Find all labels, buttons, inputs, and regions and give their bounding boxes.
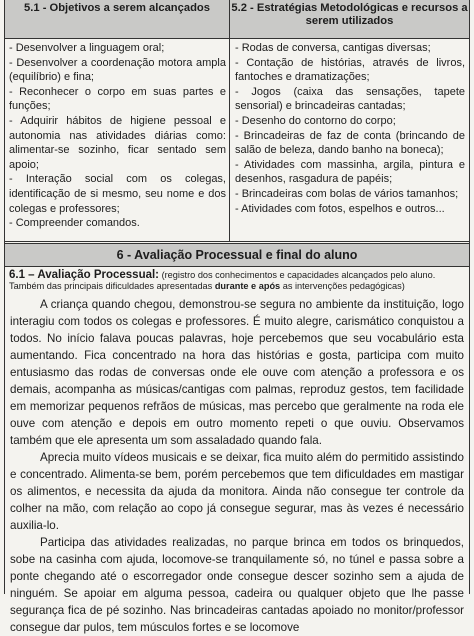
strategies-column-header: 5.2 - Estratégias Metodológicas e recursos a serem utilizados <box>230 0 469 38</box>
objective-item: - Adquirir hábitos de higiene pessoal e autonomia nas atividades diárias como: alimentar-se sozinho, ficar sentado sem apoio; <box>9 114 226 171</box>
objectives-list <box>5 39 230 241</box>
strategy-item: - Brincadeiras de faz de conta (brincando de salão de beleza, dando banho na boneca); <box>235 129 465 157</box>
objective-item: - Reconhecer o corpo em suas partes e funções; <box>9 85 226 113</box>
objectives-table-body <box>5 39 469 242</box>
strategy-item: - Atividades com massinha, argila, pintura e desenhos, rasgadura de papéis; <box>235 158 465 186</box>
objective-item: - Desenvolver a linguagem oral; <box>9 42 165 54</box>
objective-item: - Desenvolver a coordenação motora ampla (equilíbrio) e fina; <box>9 56 226 84</box>
strategy-item: - Contação de histórias, através de livros, fantoches e dramatizações; <box>235 56 465 84</box>
strategy-item: - Brincadeiras com bolas de vários tamanhos; <box>235 187 459 200</box>
strategy-item: - Desenho do contorno do corpo; <box>235 114 396 127</box>
section-6-1-label: 6.1 – Avaliação Processual: <box>9 269 160 281</box>
objectives-column-header: 5.1 - Objetivos a serem alcançados <box>5 0 230 38</box>
section-6-1-heading <box>5 267 469 292</box>
evaluation-paragraph: Aprecia muito vídeos musicais e se deixar, fica muito além do permitido assistindo e concentrado. Alimenta-se bem, porém percebemos que tem dificuldades em mastigar os alimentos, e necessita da ajuda da monitora. Ainda não consegue ter controle da colher na mão, com relação ao copo já consegue segurar, mas às vezes é necessário auxilia-lo. <box>10 451 464 532</box>
objectives-table-header <box>5 0 469 39</box>
objective-item: - Interação social com os colegas, identificação de si mesmo, seu nome e dos colegas e professores; <box>9 173 226 215</box>
strategy-item: - Rodas de conversa, cantigas diversas; <box>235 42 431 54</box>
section-6-1-note: (registro dos conhecimentos e capacidades alcançados pelo aluno. Também das principais dificuldades apresentadas <box>9 270 436 291</box>
evaluation-paragraph: A criança quando chegou, demonstrou-se segura no ambiente da instituição, logo interagiu com todos os colegas e professores. É muito alegre, carismático conquistou a todos. No início falava poucas palavras, hoje percebemos que seu vocabulário esta aumentando. Fica concentrado na hora das histórias e gosta, participa com muito entusiasmo das rodas de conversas onde ele ouve com atenção a professora e os demais, acompanha as músicas/cantigas com palmas, reproduz gestos, tem facilidade em memorizar pequenos refrãos de músicas, mas percebo que geralmente na roda ele ouve com atenção e depois em outro momento repeti o que ouviu. Observamos também que ele apresenta um som assaladado quando fala. <box>10 298 464 447</box>
evaluation-text <box>5 292 469 636</box>
strategies-list <box>230 39 469 241</box>
section-6-1-note-bold: durante e após <box>214 281 281 291</box>
objective-item: - Compreender comandos. <box>9 217 140 230</box>
strategy-item: - Jogos (caixa das sensações, tapete sensorial) e brincadeiras cantadas; <box>235 85 465 113</box>
section-6-1-note-end: as intervenções pedagógicas) <box>280 281 405 291</box>
strategy-item: - Atividades com fotos, espelhos e outros... <box>235 202 445 215</box>
section-6-title: 6 - Avaliação Processual e final do aluno <box>5 243 469 267</box>
document-page <box>4 0 470 634</box>
evaluation-paragraph: Participa das atividades realizadas, no parque brinca em todos os brinquedos, sobe na casinha com ajuda, locomove-se tranquilamente só, no túnel e passa sobre a ponte chegando até o escorregador onde consegue descer sozinho sem a ajuda de ninguém. Se apoiar em alguma pessoa, cadeira ou qualquer objeto que lhe passe segurança fica de pé sozinho. Nas brincadeiras cantadas apoiado no monitor/professor consegue dar pulos, tem músculos fortes e se locomove <box>10 536 464 634</box>
